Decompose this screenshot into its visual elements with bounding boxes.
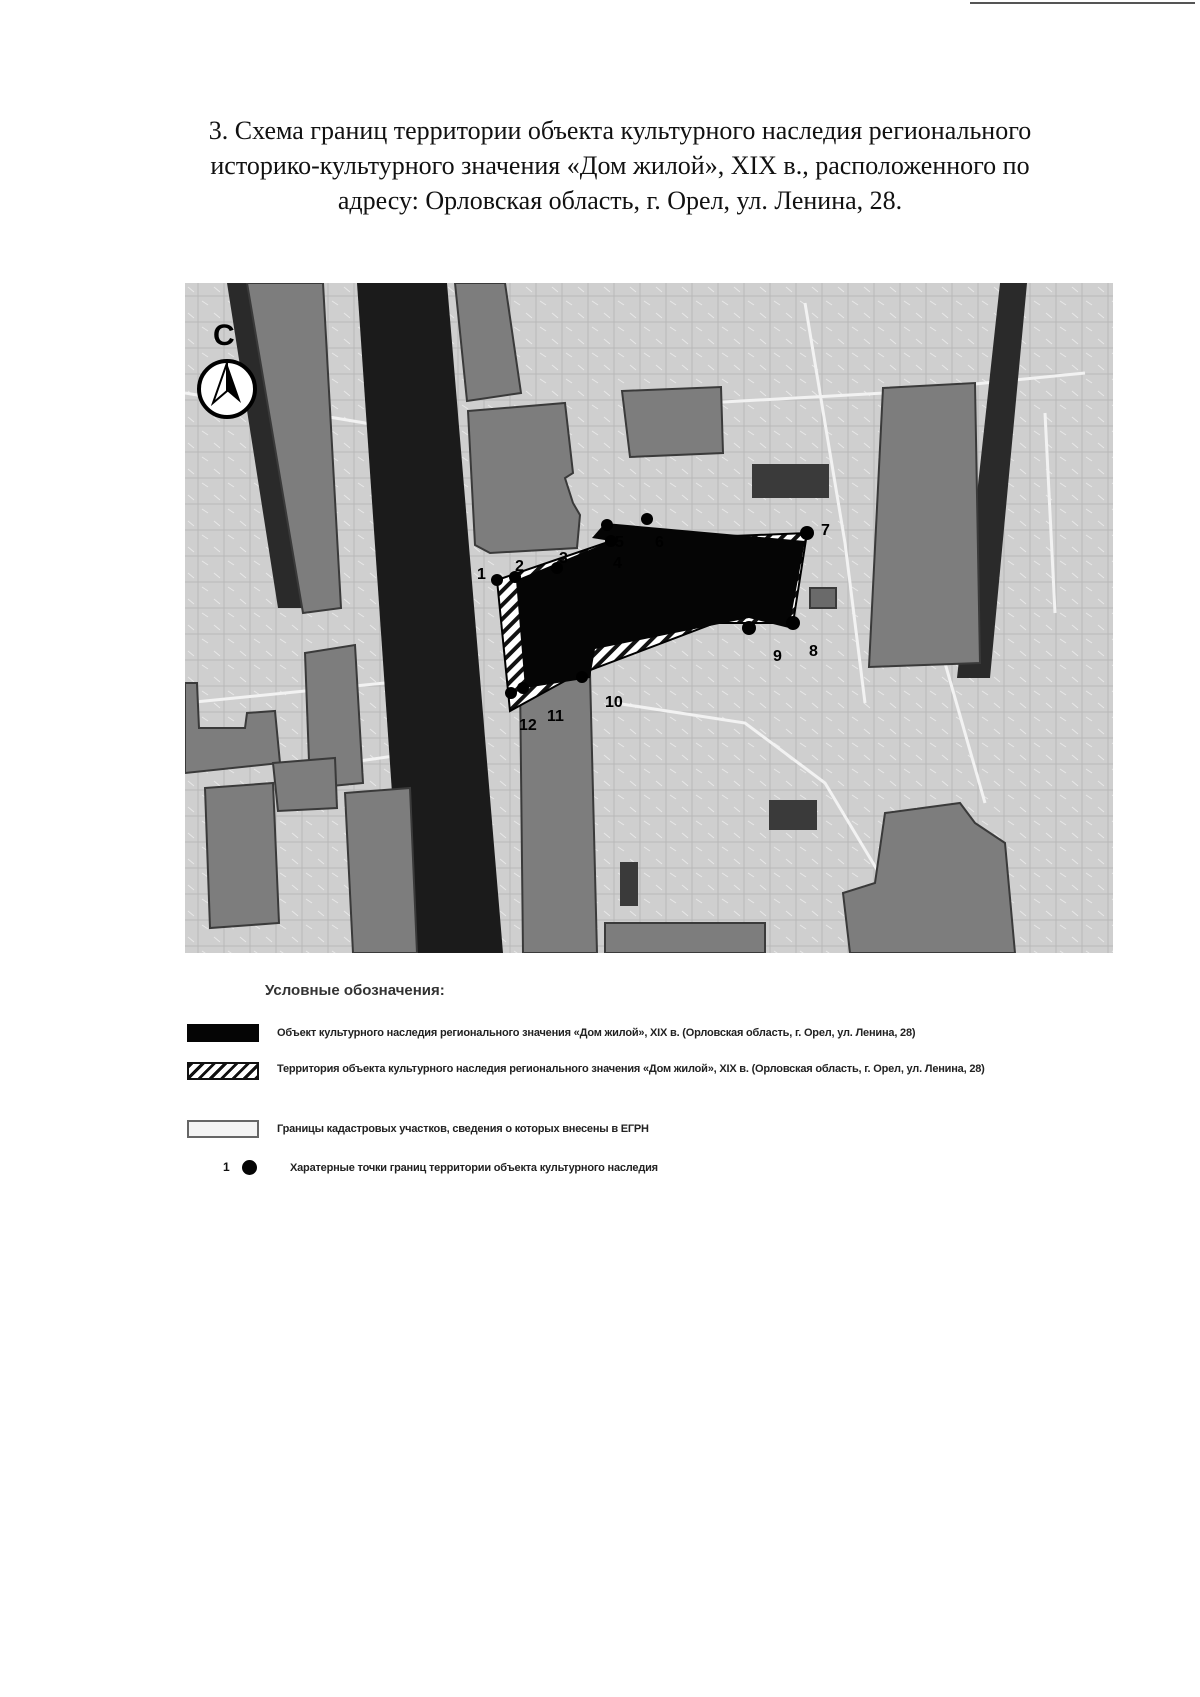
legend-text-cadastral: Границы кадастровых участков, сведения о которых внесены в ЕГРН xyxy=(277,1123,649,1135)
point-label-7: 7 xyxy=(821,522,830,539)
legend-text-object: Объект культурного наследия регионального значения «Дом жилой», XIX в. (Орловская область, г. Орел, ул. Ленина, 28) xyxy=(277,1027,916,1039)
map-canvas xyxy=(185,283,1113,953)
legend-text-territory: Территория объекта культурного наследия регионального значения «Дом жилой», XIX в. (Орловская область, г. Орел, ул. Ленина, 28) xyxy=(277,1063,985,1075)
boundary-point-7 xyxy=(800,526,814,540)
boundary-point-8 xyxy=(786,616,800,630)
page-title xyxy=(170,113,1070,218)
boundary-point-10 xyxy=(576,671,588,683)
boundary-map xyxy=(185,283,1113,953)
point-label-5: 5 xyxy=(615,534,624,551)
boundary-point-11 xyxy=(517,682,529,694)
boundary-point-12 xyxy=(505,687,517,699)
point-label-8: 8 xyxy=(809,643,818,660)
title-line-3: адресу: Орловская область, г. Орел, ул. Ленина, 28. xyxy=(337,186,903,215)
point-label-11: 11 xyxy=(547,708,564,725)
point-label-9: 9 xyxy=(773,648,782,665)
point-label-4: 4 xyxy=(613,555,622,572)
territory-swatch xyxy=(187,1062,259,1080)
boundary-point-5 xyxy=(601,519,613,531)
object-swatch xyxy=(187,1024,259,1042)
top-edge-rule xyxy=(970,2,1195,4)
point-label-3: 3 xyxy=(559,550,568,567)
legend-point-number: 1 xyxy=(223,1160,230,1174)
point-label-10: 10 xyxy=(605,694,623,711)
title-line-1: 3. Схема границ территории объекта культурного наследия регионального xyxy=(208,116,1032,145)
point-label-1: 1 xyxy=(477,566,486,583)
point-label-12: 12 xyxy=(519,717,537,734)
legend-title: Условные обозначения: xyxy=(265,982,445,999)
legend-text-points: Харатерные точки границ территории объекта культурного наследия xyxy=(290,1162,658,1174)
point-label-6: 6 xyxy=(655,534,664,551)
cadastral-swatch xyxy=(187,1120,259,1138)
point-label-2: 2 xyxy=(515,558,524,575)
boundary-point-9 xyxy=(742,621,756,635)
title-line-2: историко-культурного значения «Дом жилой», XIX в., расположенного по xyxy=(210,151,1030,180)
boundary-point-1 xyxy=(491,574,503,586)
boundary-point-6 xyxy=(641,513,653,525)
point-dot-icon xyxy=(242,1160,257,1175)
north-label: С xyxy=(213,319,235,352)
